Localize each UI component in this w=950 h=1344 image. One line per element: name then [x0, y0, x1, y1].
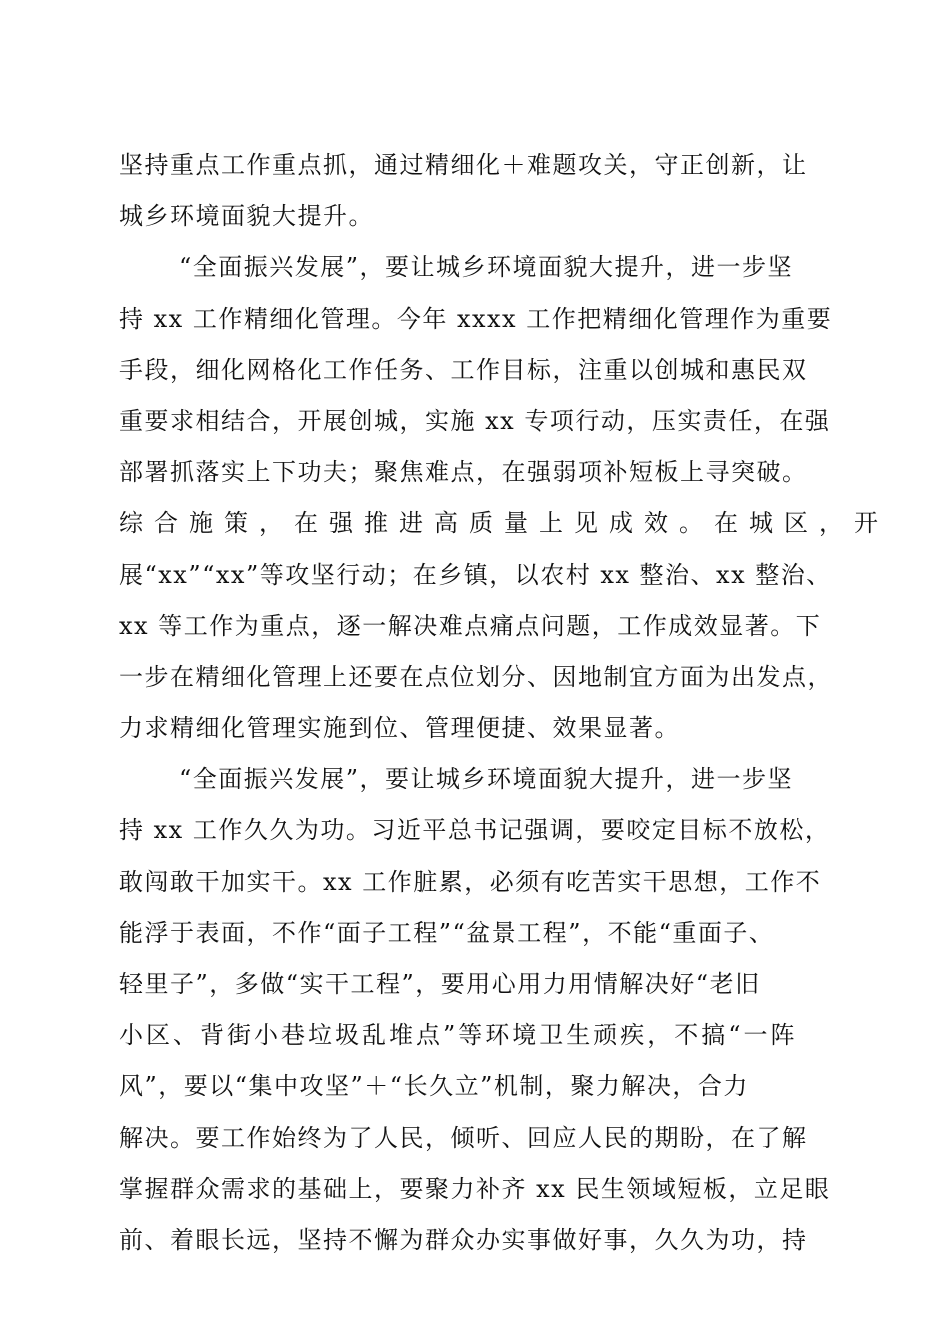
text-line: 部署抓落实上下功夫；聚焦难点，在强弱项补短板上寻突破。: [119, 458, 808, 487]
text-line: 前、着眼长远，坚持不懈为群众办实事做好事，久久为功，持: [119, 1225, 808, 1254]
text-line: 一步在精细化管理上还要在点位划分、因地制宜方面为出发点，: [119, 662, 833, 691]
text-line: 能浮于表面，不作“面子工程”“盆景工程”，不能“重面子、: [119, 918, 775, 947]
text-line: 解决。要工作始终为了人民，倾听、回应人民的期盼，在了解: [119, 1123, 808, 1152]
text-line: 展“xx”“xx”等攻坚行动；在乡镇，以农村 xx 整治、xx 整治、: [119, 560, 832, 589]
text-line: 风”，要以“集中攻坚”＋“长久立”机制，聚力解决，合力: [119, 1072, 749, 1101]
text-line: 重要求相结合，开展创城，实施 xx 专项行动，压实责任，在强: [119, 406, 831, 435]
paragraph-start-line: “全面振兴发展”，要让城乡环境面貌大提升，进一步坚: [179, 765, 794, 794]
text-line: 掌握群众需求的基础上，要聚力补齐 xx 民生领域短板，立足眼: [119, 1174, 831, 1203]
text-line: 综合施策，在强推进高质量上见成效。在城区，开: [119, 509, 889, 538]
text-line: 敢闯敢干加实干。xx 工作脏累，必须有吃苦实干思想，工作不: [119, 867, 822, 896]
text-line: 持 xx 工作精细化管理。今年 xxxx 工作把精细化管理作为重要: [119, 304, 833, 333]
text-line: 力求精细化管理实施到位、管理便捷、效果显著。: [119, 714, 680, 743]
body-text: [119, 140, 889, 1266]
paragraph-start-line: “全面振兴发展”，要让城乡环境面貌大提升，进一步坚: [179, 253, 794, 282]
text-line: 手段，细化网格化工作任务、工作目标，注重以创城和惠民双: [119, 355, 808, 384]
text-line: xx 等工作为重点，逐一解决难点痛点问题，工作成效显著。下: [119, 611, 822, 640]
text-line: 坚持重点工作重点抓，通过精细化＋难题攻关，守正创新，让: [119, 151, 808, 179]
text-line: 持 xx 工作久久为功。习近平总书记强调，要咬定目标不放松，: [119, 816, 831, 845]
text-line: 轻里子”，多做“实干工程”，要用心用力用情解决好“老旧: [119, 970, 761, 998]
text-line: 城乡环境面貌大提升。: [119, 202, 374, 231]
text-line: 小区、背街小巷垃圾乱堆点”等环境卫生顽疾，不搞“一阵: [119, 1021, 798, 1050]
